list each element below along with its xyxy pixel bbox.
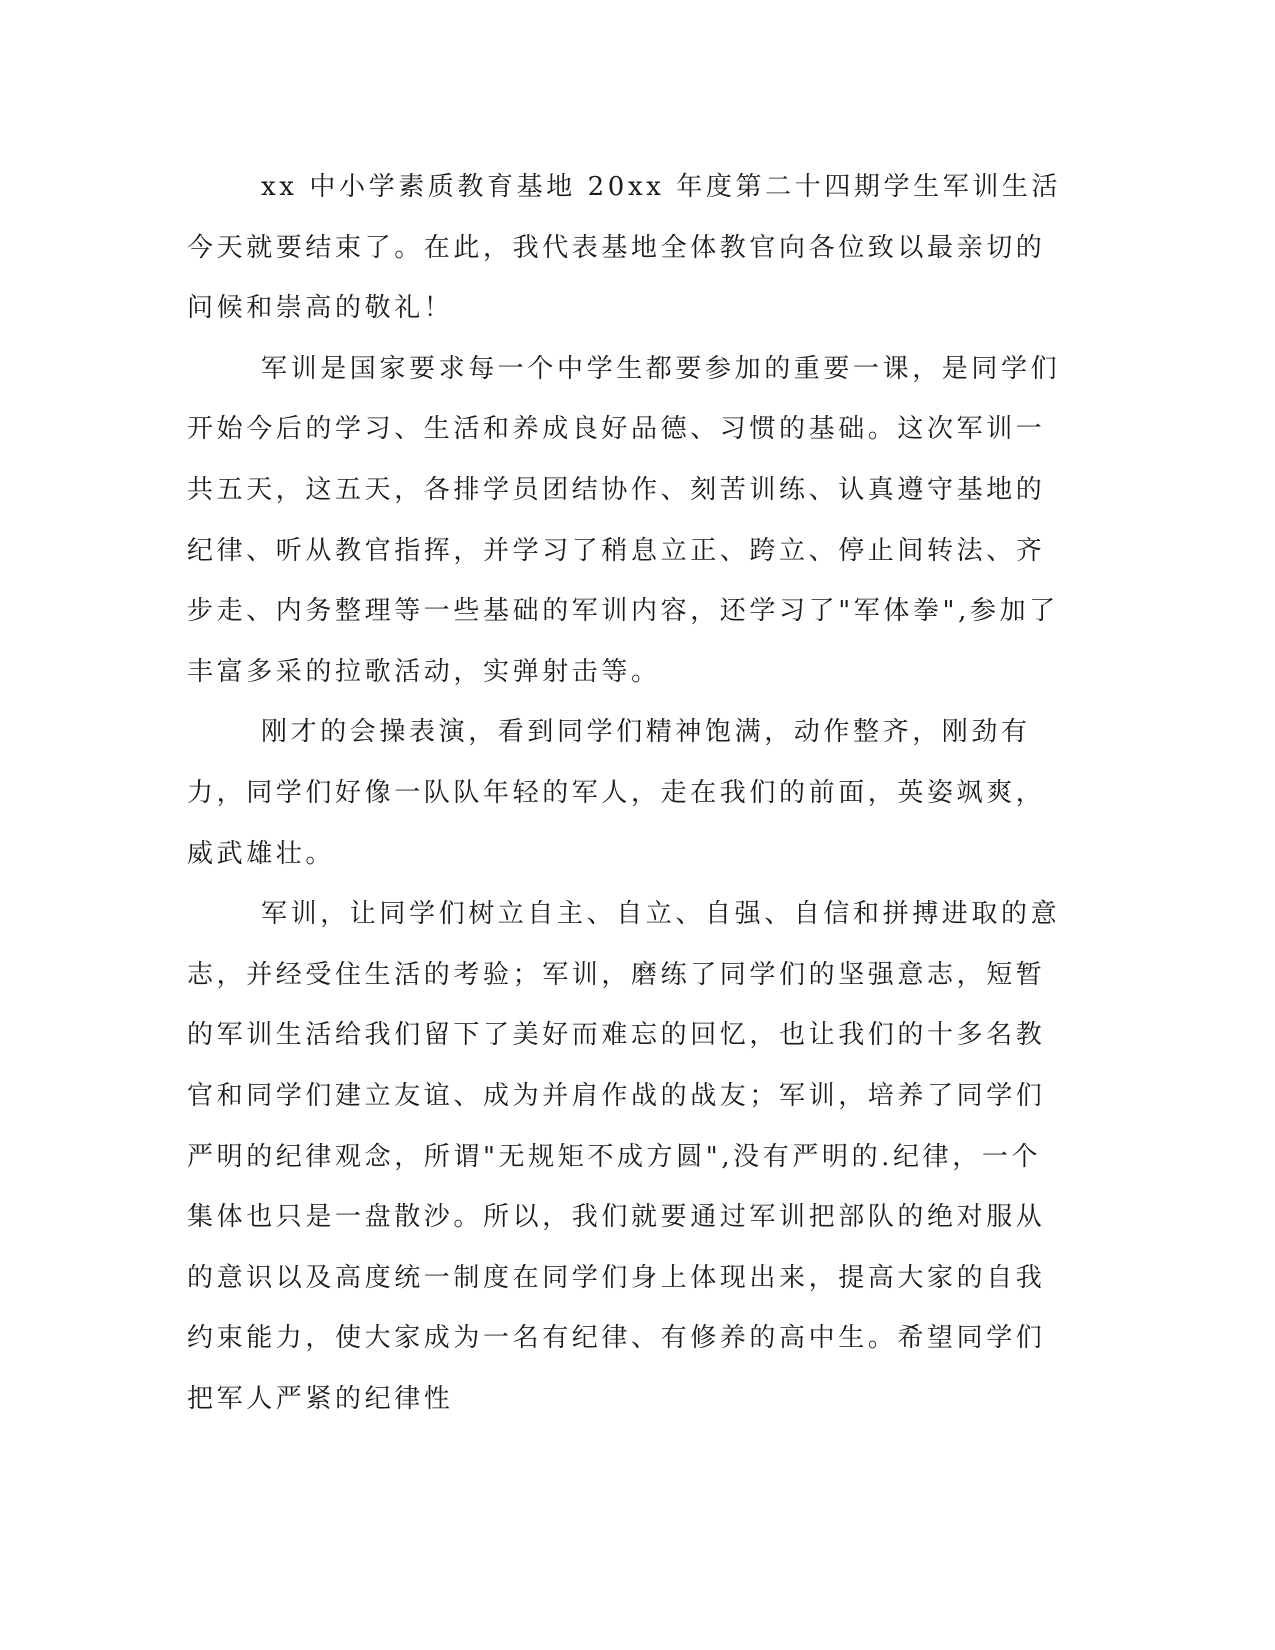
document-body: [187, 157, 1067, 1429]
paragraph-training-content: 军训是国家要求每一个中学生都要参加的重要一课，是同学们开始今后的学习、生活和养成良好品德、习惯的基础。这次军训一共五天，这五天，各排学员团结协作、刻苦训练、认真遵守基地的纪律、听从教官指挥，并学习了稍息立正、跨立、停止间转法、齐步走、内务整理等一些基础的军训内容，还学习了"军体拳",参加了丰富多采的拉歌活动，实弹射击等。: [187, 353, 1061, 687]
paragraph-training-significance: 军训，让同学们树立自主、自立、自强、自信和拼搏进取的意志，并经受住生活的考验；军训，磨练了同学们的坚强意志，短暂的军训生活给我们留下了美好而难忘的回忆，也让我们的十多名教官和同学们建立友谊、成为并肩作战的战友；军训，培养了同学们严明的纪律观念，所谓"无规矩不成方圆",没有严明的.纪律，一个集体也只是一盘散沙。所以，我们就要通过军训把部队的绝对服从的意识以及高度统一制度在同学们身上体现出来，提高大家的自我约束能力，使大家成为一名有纪律、有修养的高中生。希望同学们把军人严紧的纪律性: [187, 899, 1061, 1414]
paragraph-drill-performance: 刚才的会操表演，看到同学们精神饱满，动作整齐，刚劲有力，同学们好像一队队年轻的军人，走在我们的前面，英姿飒爽，威武雄壮。: [187, 717, 1046, 869]
paragraph-closing-greeting: xx 中小学素质教育基地 20xx 年度第二十四期学生军训生活今天就要结束了。在此，我代表基地全体教官向各位致以最亲切的问候和崇高的敬礼！: [187, 172, 1062, 324]
